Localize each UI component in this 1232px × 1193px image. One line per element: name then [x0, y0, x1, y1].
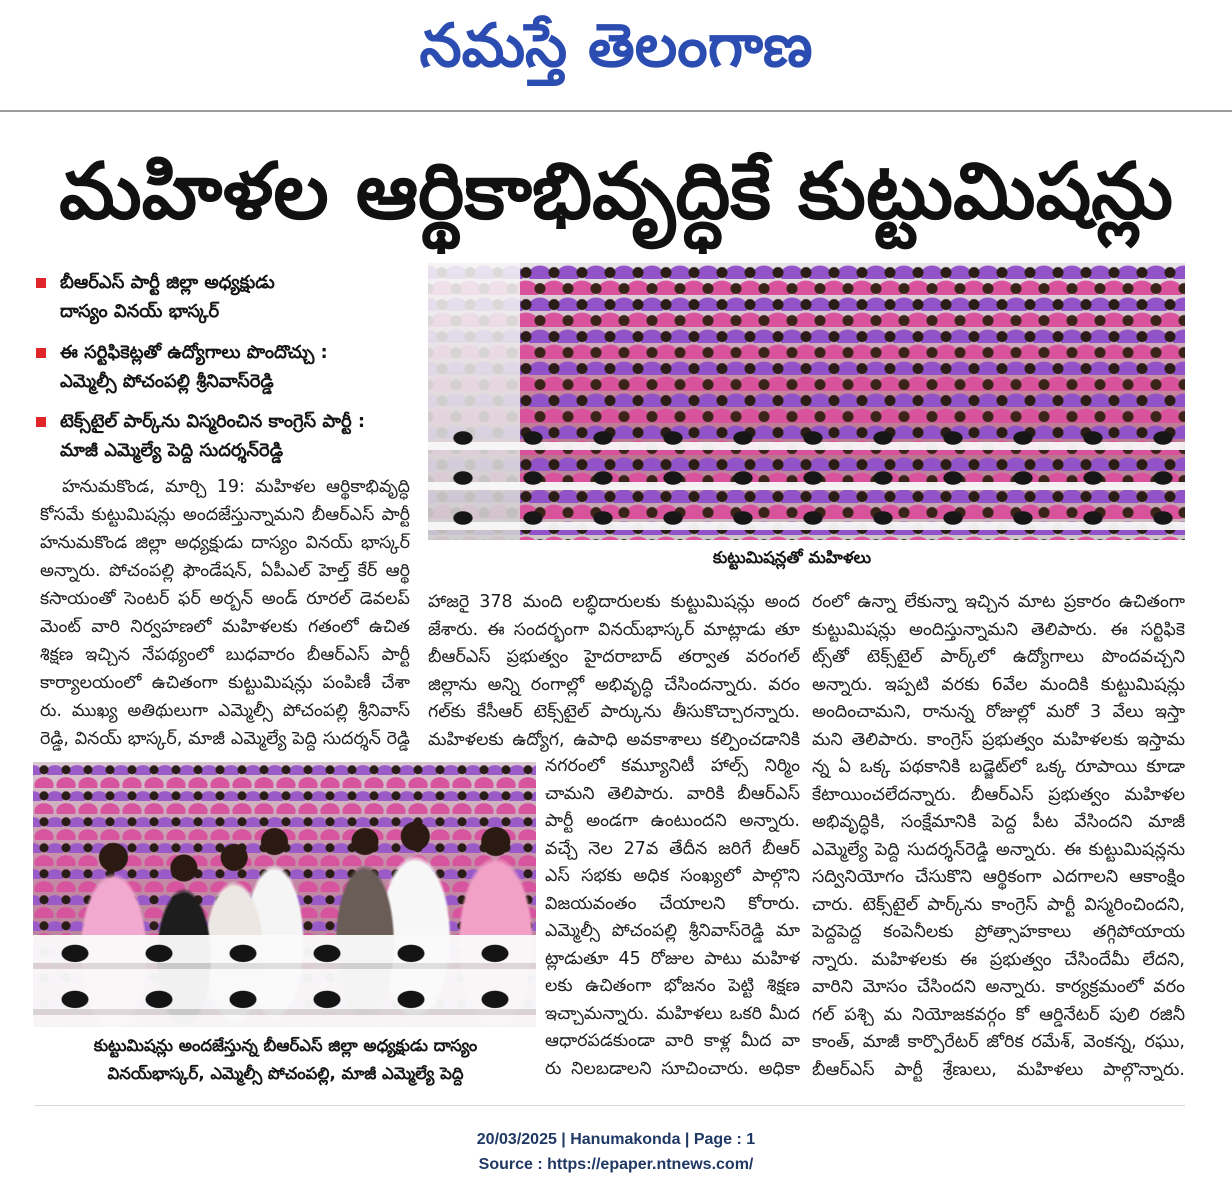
article-line: రంలో ఉన్నా లేకున్నా ఇచ్చిన మాట ప్రకారం ఉచితంగా: [812, 592, 1185, 612]
highlight-line: దాస్యం వినయ్ భాస్కర్: [60, 301, 220, 322]
article-line: రెడ్డి, వినయ్ భాస్కర్, మాజీ ఎమ్మెల్యే పెద్ది సుదర్శన్ రెడ్డి: [40, 729, 410, 749]
article-line: ఎమ్మెల్యే పెద్ది సుదర్శన్‌రెడ్డి అన్నారు. ఈ కుట్టుమిషన్లను: [812, 839, 1185, 860]
article-line: నగరంలో కమ్యూనిటీ హాల్స్ నిర్మిం: [545, 756, 800, 776]
article-line: వారిని మోసం చేసిందని అన్నారు. కార్యక్రమంలో వరం: [812, 977, 1185, 997]
article-line: ఆధారపడకుండా వారి కాళ్ల మీద వా: [545, 1031, 800, 1051]
article-line: మెంట్ వారి నిర్వహణలో మహిళలకు గతంలో ఉచిత: [40, 617, 410, 637]
highlight-line: ఈ సర్టిఫికెట్లతో ఉద్యోగాలు పొందొచ్చు :: [60, 342, 328, 363]
article-line: ఇచ్చామన్నారు. మహిళలు ఒకరి మీద: [545, 1003, 800, 1024]
article-line: జిల్లాను అన్ని రంగాల్లో అభివృద్ధి చేసిందన్నారు. వరం: [428, 674, 800, 695]
article-line: మహిళలకు ఉద్యోగ, ఉపాధి అవకాశాలు కల్పించడానికి: [428, 729, 800, 750]
article-line: కార్యాలయంలో ఉచితంగా కుట్టుమిషన్లు పంపిణీ చేశా: [40, 673, 410, 693]
article-line: ఎమ్మెల్సీ పోచంపల్లి శ్రీనివాస్‌రెడ్డి మా: [545, 921, 800, 941]
page-bottom-divider: [35, 1105, 1185, 1106]
bullet-square-icon: [36, 278, 46, 288]
article-column-1: [40, 473, 410, 755]
highlight-item: [30, 338, 422, 396]
article-line: ట్లాడుతూ 45 రోజుల పాటు మహిళ: [545, 948, 800, 969]
caption-line: కుట్టుమిషన్లు అందజేస్తున్న బీఆర్‌ఎస్ జిల్లా అధ్యక్షుడు దాస్యం: [93, 1036, 478, 1055]
article-line: అందించామని, రానున్న రోజుల్లో మరో 3 వేలు ఇస్తా: [812, 702, 1185, 722]
article-line: కేటాయించలేదన్నారు. బీఆర్‌ఎస్ ప్రభుత్వం మహిళల: [812, 784, 1185, 805]
photo-sewing-tables: [428, 420, 1185, 540]
article-line: చామని తెలిపారు. వారికి బీఆర్‌ఎస్: [545, 783, 800, 804]
article-column-2-top: [428, 589, 800, 755]
bullet-square-icon: [36, 348, 46, 358]
article-line: రు. ముఖ్య అతిథులుగా ఎమ్మెల్సీ పోచంపల్లి శ్రీనివాస్: [40, 701, 410, 721]
article-dateline-line: హనుమకొండ, మార్చి 19: మహిళల ఆర్థికాభివృద్ధి: [62, 477, 410, 497]
article-line: కసాయంతో సెంటర్ ఫర్ అర్బన్ అండ్ రూరల్ డెవలప్: [40, 589, 410, 609]
highlight-line: టెక్స్‌టైల్ పార్క్‌ను విస్మరించిన కాంగ్రెస్ పార్టీ :: [60, 411, 366, 432]
article-line: న్న ఏ ఒక్క పథకానికి బడ్జెట్‌లో ఒక్క రూపాయి కూడా: [812, 757, 1185, 777]
article-line: పార్టీ అండగా ఉంటుందని అన్నారు.: [545, 811, 800, 831]
article-line: మని తెలిపారు. కాంగ్రెస్ ప్రభుత్వం మహిళలకు ఇస్తామ: [812, 729, 1185, 750]
article-line: గల్ పశ్చి మ నియోజకవర్గం కో ఆర్డినేటర్ పులి రజినీ: [812, 1004, 1185, 1025]
article-line: అన్నారు. ఇప్పటి వరకు 6వేల మందికి కుట్టుమిషన్లు: [812, 674, 1185, 695]
article-line: రు నిలబడాలని సూచించారు. అధికా: [545, 1058, 800, 1079]
article-line: పెద్దపెద్ద కంపెనీలకు ప్రోత్సాహకాలు తగ్గిపోయాయ: [812, 922, 1185, 942]
photo-sewing-tables: [33, 935, 536, 1027]
article-line: జేశారు. ఈ సందర్భంగా వినయ్‌భాస్కర్ మాట్లాడు తూ: [428, 619, 800, 640]
article-line: శిక్షణ ఇచ్చిన నేపథ్యంలో బుధవారం బీఆర్‌ఎస్ పార్టీ: [40, 645, 410, 665]
article-line: హాజరై 378 మంది లబ్ధిదారులకు కుట్టుమిషన్లు అంద: [428, 592, 800, 612]
article-line: వచ్చే నెల 27వ తేదీన జరిగే బీఆర్: [545, 838, 800, 859]
article-line: బీఆర్‌ఎస్ ప్రభుత్వం హైదరాబాద్ తర్వాత వరంగల్: [428, 647, 800, 667]
highlight-line: బీఆర్‌ఎస్ పార్టీ జిల్లా అధ్యక్షుడు: [60, 272, 275, 293]
highlight-line: ఎమ్మెల్సీ పోచంపల్లి శ్రీనివాస్‌రెడ్డి: [60, 371, 274, 392]
newspaper-masthead: నమస్తే తెలంగాణ: [419, 11, 813, 81]
bullet-square-icon: [36, 417, 46, 427]
article-line: అభివృద్ధికి, సంక్షేమానికి పెద్ద పీట వేసిందని మాజీ: [812, 812, 1185, 832]
photo-women-with-sewing-machines: [428, 263, 1185, 540]
article-line: కుట్టుమిషన్లు అందిస్తున్నామని తెలిపారు. ఈ సర్టిఫికె: [812, 619, 1185, 640]
footer-source-link[interactable]: Source : https://epaper.ntnews.com/: [478, 1156, 754, 1173]
article-line: బీఆర్‌ఎస్ పార్టీ శ్రేణులు, మహిళలు పాల్గొన్నారు.: [812, 1059, 1185, 1080]
article-line: ఎస్ సభకు అధిక సంఖ్యలో పాల్గొని: [545, 866, 800, 886]
article-line: చారు. టెక్స్‌టైల్ పార్క్‌ను కాంగ్రెస్ పార్టీ విస్మరించిందని,: [812, 894, 1185, 915]
article-line: గల్‌కు కేసీఆర్ టెక్స్‌టైల్ పార్కును తీసుకొచ్చారన్నారు.: [428, 702, 800, 722]
caption-line: వినయ్‌భాస్కర్, ఎమ్మెల్సీ పోచంపల్లి, మాజీ ఎమ్మెల్యే పెద్ది: [107, 1064, 464, 1083]
photo-caption-bottom: [48, 1032, 523, 1090]
masthead-divider: [0, 110, 1232, 112]
article-column-3: [812, 589, 1185, 1086]
article-line: విజయవంతం చేయాలని కోరారు.: [545, 893, 800, 914]
article-line: లకు ఉచితంగా భోజనం పెట్టి శిక్షణ: [545, 976, 800, 996]
footer-edition-info: 20/03/2025 | Hanumakonda | Page : 1: [476, 1131, 756, 1148]
article-column-2-bottom: [545, 753, 800, 1085]
photo-caption-top: కుట్టుమిషన్లతో మహిళలు: [712, 548, 872, 567]
highlight-line: మాజీ ఎమ్మెల్యే పెద్ది సుదర్శన్‌రెడ్డి: [60, 440, 284, 461]
article-headline: మహిళల ఆర్థికాభివృద్ధికే కుట్టుమిషన్లు: [59, 147, 1173, 237]
highlight-item: [30, 268, 422, 326]
article-line: సద్వినియోగం చేసుకొని ఆర్థికంగా ఎదగాలని ఆకాంక్షిం: [812, 867, 1185, 887]
article-line: కోసమే కుట్టుమిషన్లు అందజేస్తున్నామని బీఆర్‌ఎస్ పార్టీ: [40, 505, 410, 525]
highlight-item: [30, 407, 422, 465]
article-line: కాంత్, మాజీ కార్పొరేటర్ జోరిక రమేశ్, వెంకన్న, రఘు,: [812, 1032, 1185, 1052]
article-line: అన్నారు. పోచంపల్లి ఫౌండేషన్, ఏపీఎల్ హెల్త్ కేర్ ఆర్థి: [40, 561, 410, 581]
photo-sewing-machine-distribution: [33, 762, 536, 1027]
article-line: హనుమకొండ జిల్లా అధ్యక్షుడు దాస్యం వినయ్ భాస్కర్: [40, 533, 410, 553]
article-line: న్నారు. మహిళలకు ఈ ప్రభుత్వం చేసిందేమీ లేదని,: [812, 949, 1185, 970]
article-line: ట్స్‌తో టెక్స్‌టైల్ పార్క్‌లో ఉద్యోగాలు పొందవచ్చని: [812, 647, 1185, 667]
